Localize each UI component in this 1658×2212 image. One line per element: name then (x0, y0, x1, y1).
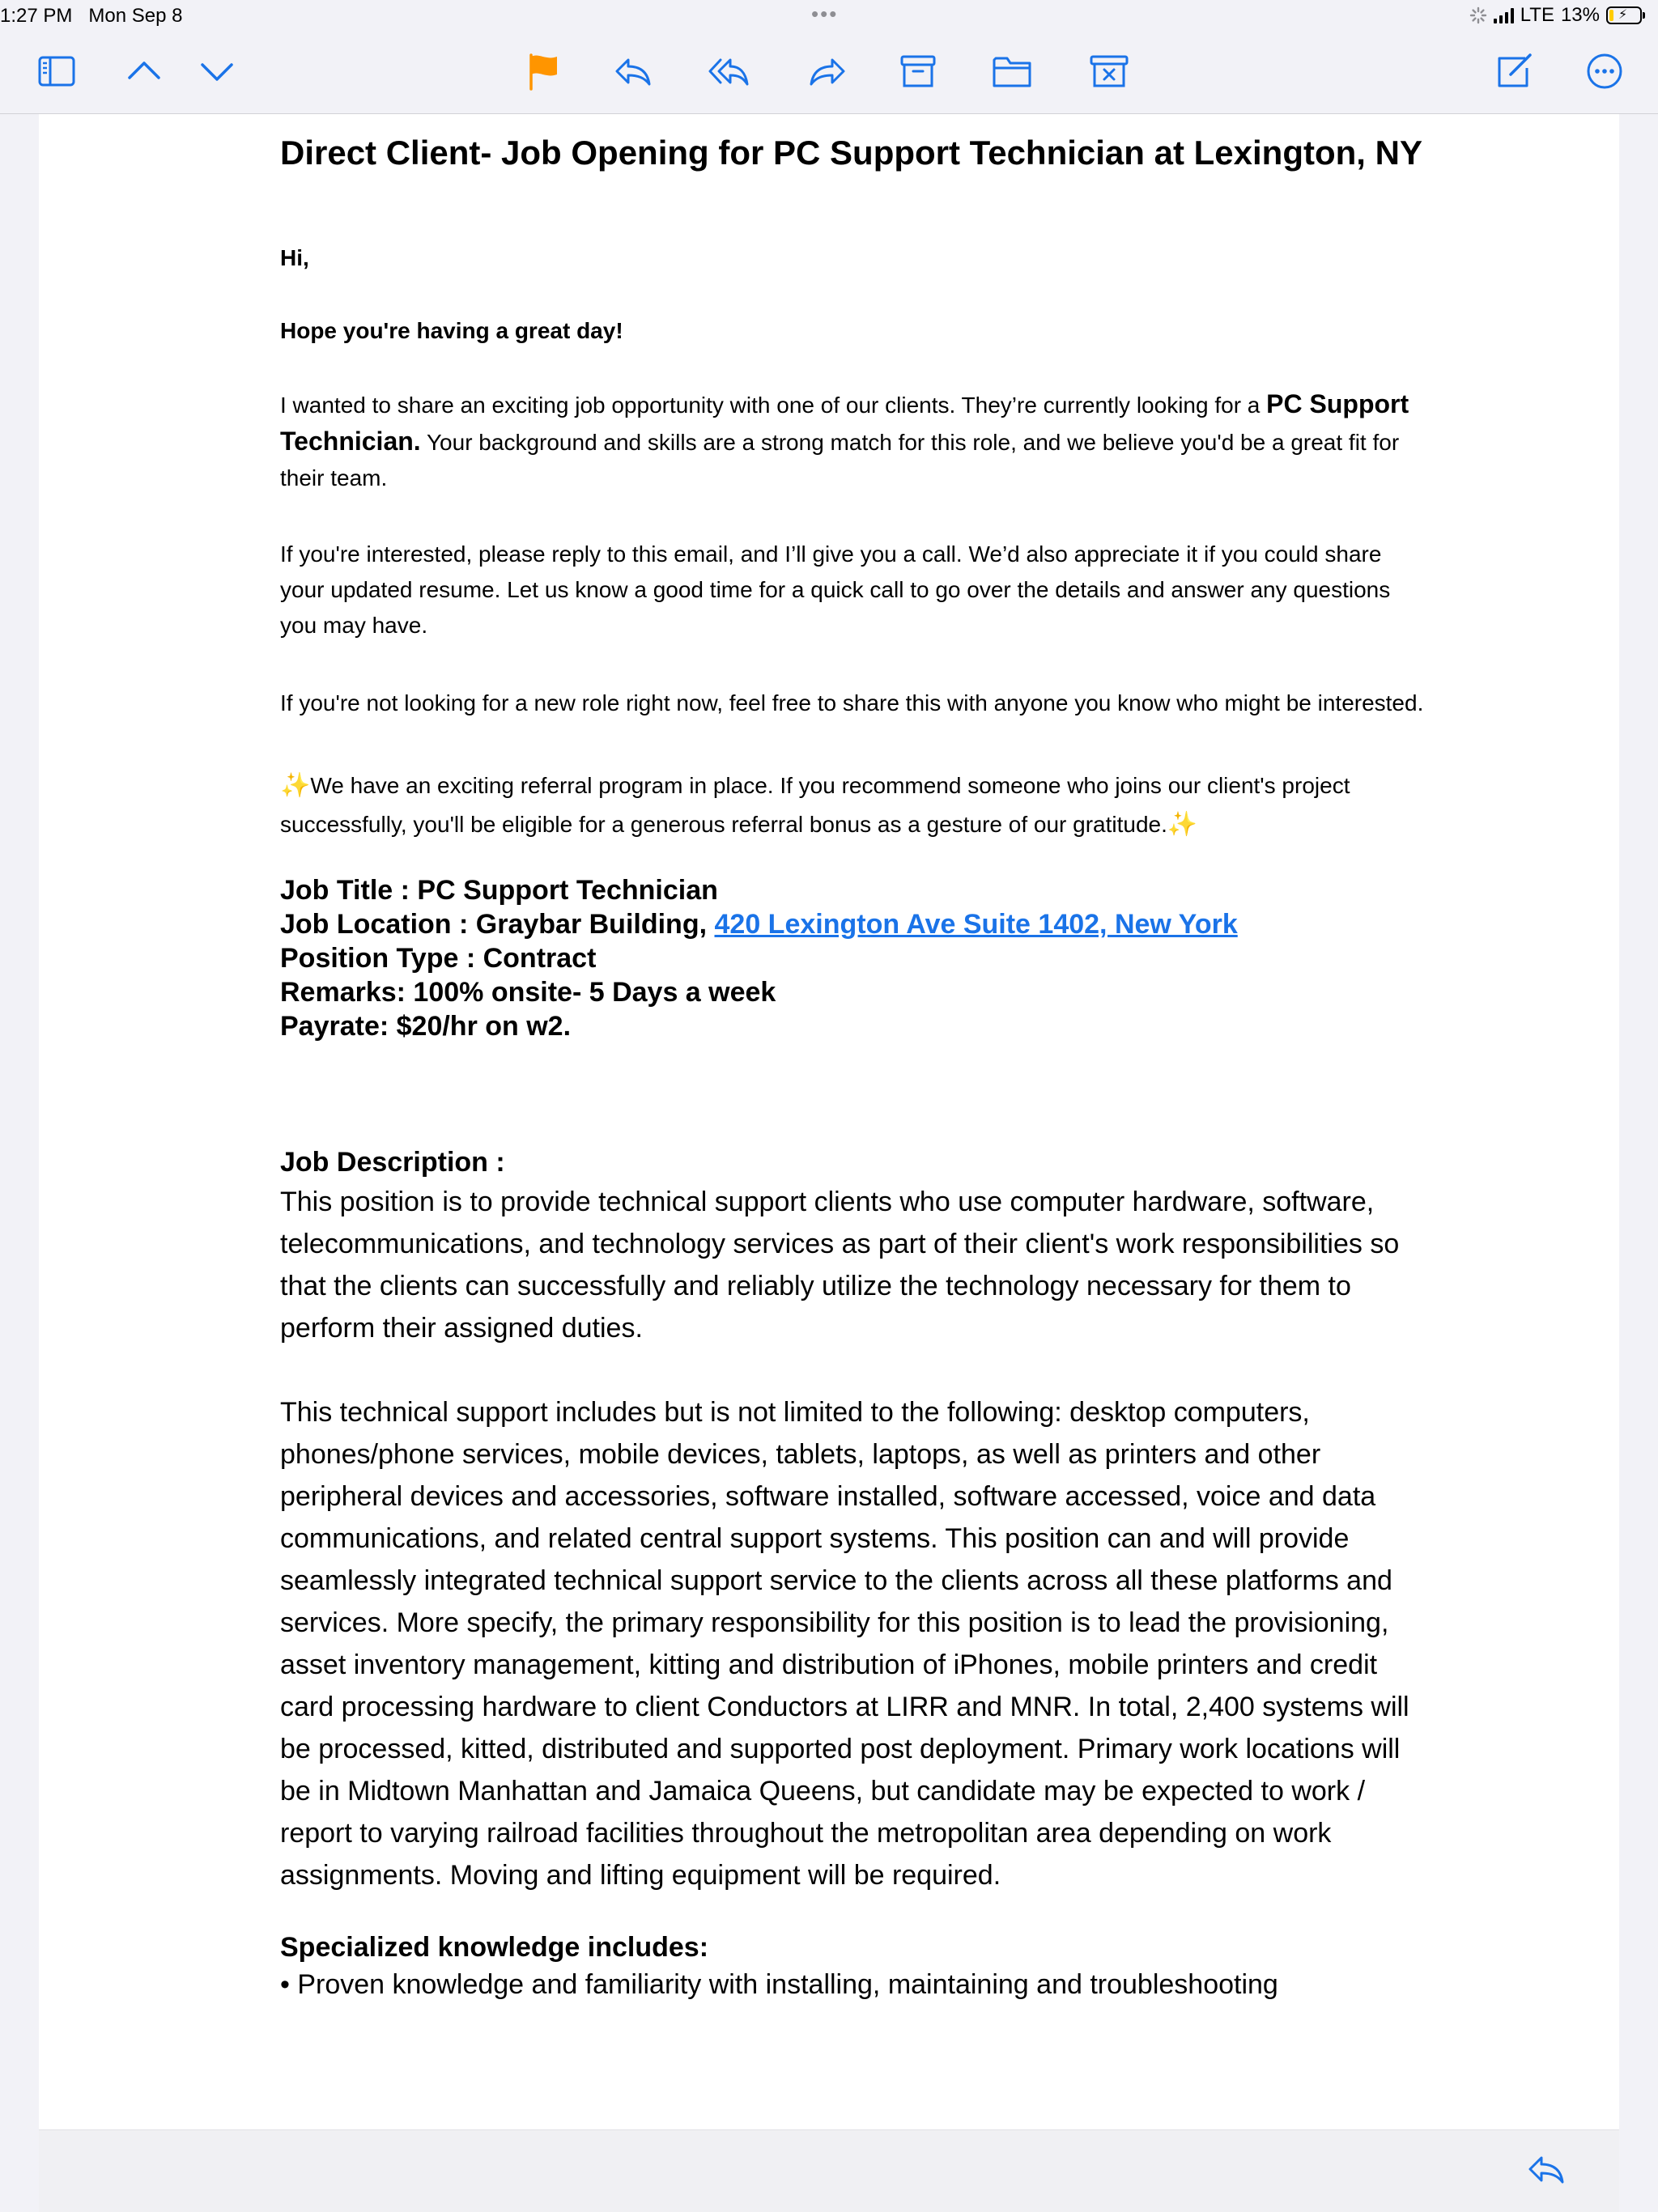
sparkle-star-icon: ✨ (1167, 811, 1198, 838)
intro-paragraph (280, 386, 1430, 496)
trash-icon (1088, 50, 1130, 92)
status-clock: 1:27 PM (0, 5, 73, 27)
status-indicators (1469, 3, 1645, 28)
network-type: LTE (1520, 4, 1554, 26)
job-location (280, 907, 1430, 941)
compose-button[interactable] (1490, 47, 1538, 96)
position-type: Position Type : Contract (280, 943, 597, 974)
reply-all-icon (708, 50, 750, 92)
reply-all-button[interactable] (704, 47, 753, 96)
forward-icon (806, 50, 848, 92)
job-location-label: Job Location : Graybar Building, (280, 909, 708, 940)
wish-line: Hope you're having a great day! (280, 318, 623, 343)
intro-role: PC Support Technician. (280, 389, 1409, 456)
cellular-signal-icon (1494, 7, 1514, 23)
bottom-bar (39, 2129, 1619, 2212)
activity-spinner-icon (1469, 6, 1487, 24)
reply-icon (1525, 2148, 1567, 2190)
status-bar (0, 0, 1658, 32)
specialized-knowledge-heading: Specialized knowledge includes: (280, 1932, 709, 1963)
flag-icon (523, 50, 565, 92)
message-view[interactable] (39, 114, 1619, 2129)
archive-icon (897, 50, 939, 92)
sidebar-toggle-button[interactable] (32, 47, 81, 96)
job-description-heading: Job Description : (280, 1147, 505, 1178)
chevron-down-icon (196, 50, 238, 92)
battery-icon: ⚡ (1606, 6, 1645, 24)
job-description-paragraph-1: This position is to provide technical support clients who use computer hardware, software, telecommunications, and technology services as part of their client's work responsibilities so that the clients can successfully and reliably utilize the technology necessary for them to perform their assigned duties. (280, 1187, 1400, 1344)
folder-icon (991, 50, 1033, 92)
reply-button[interactable] (609, 47, 657, 96)
status-time (0, 5, 182, 28)
multitasking-dots-icon[interactable]: ••• (811, 2, 839, 26)
greeting: Hi, (280, 245, 309, 270)
remarks: Remarks: 100% onsite- 5 Days a week (280, 977, 776, 1008)
trash-button[interactable] (1085, 47, 1133, 96)
message-content (280, 130, 1430, 2003)
move-to-folder-button[interactable] (988, 47, 1036, 96)
email-subject: Direct Client- Job Opening for PC Support Technician at Lexington, NY (280, 134, 1422, 172)
sidebar-icon (36, 50, 78, 92)
mail-toolbar (0, 32, 1658, 114)
compose-icon (1493, 50, 1535, 92)
intro-text-2: Your background and skills are a strong match for this role, and we believe you'd be a great fit for their team. (280, 430, 1400, 490)
job-description-paragraph-2: This technical support includes but is not limited to the following: desktop computers, phones/phone services, mobile devices, tablets, laptops, as well as printers and other peripheral devices and accessories, software installed, software accessed, voice and data communications, and related central support systems. This position can and will provide seamlessly integrated technical support service to the clients across all these platforms and services. More specify, the primary responsibility for this position is to lead the provisioning, asset inventory management, kitting and distribution of iPhones, mobile printers and credit card processing hardware to client Conductors at LIRR and MNR. In total, 2,400 systems will be processed, kitted, distributed and supported post deployment. Primary work locations will be in Midtown Manhattan and Jamaica Queens, but candidate may be expected to work / report to varying railroad facilities throughout the metropolitan area depending on work assignments. Moving and lifting equipment will be required. (280, 1397, 1409, 1891)
reply-bottom-button[interactable] (1522, 2145, 1571, 2193)
job-details (280, 873, 1430, 1043)
interest-paragraph: If you're interested, please reply to this email, and I’ll give you a call. We’d also appreciate it if you could share your updated resume. Let us know a good time for a quick call to go over the details and answer any questions you may have. (280, 541, 1391, 638)
flag-button[interactable] (520, 47, 568, 96)
more-icon (1584, 50, 1626, 92)
previous-message-button[interactable] (120, 47, 168, 96)
forward-button[interactable] (803, 47, 852, 96)
address-link[interactable]: 420 Lexington Ave Suite 1402, New York (714, 909, 1238, 940)
referral-text: We have an exciting referral program in place. If you recommend someone who joins our client's project successfully, you'll be eligible for a generous referral bonus as a gesture of our gratitude. (280, 773, 1350, 837)
sparkle-star-icon: ✨ (280, 772, 311, 799)
not-looking-paragraph: If you're not looking for a new role right now, feel free to share this with anyone you know who might be interested. (280, 690, 1424, 715)
intro-text-1: I wanted to share an exciting job opportunity with one of our clients. They’re currently looking for a (280, 393, 1261, 418)
payrate: Payrate: $20/hr on w2. (280, 1011, 572, 1042)
archive-button[interactable] (894, 47, 942, 96)
job-title: Job Title : PC Support Technician (280, 875, 718, 906)
chevron-up-icon (123, 50, 165, 92)
more-button[interactable] (1580, 47, 1629, 96)
knowledge-item: • Proven knowledge and familiarity with installing, maintaining and troubleshooting (280, 1969, 1278, 2000)
status-date: Mon Sep 8 (88, 5, 183, 27)
referral-paragraph (280, 766, 1430, 844)
next-message-button[interactable] (193, 47, 241, 96)
reply-icon (612, 50, 654, 92)
battery-percent: 13% (1560, 4, 1600, 26)
